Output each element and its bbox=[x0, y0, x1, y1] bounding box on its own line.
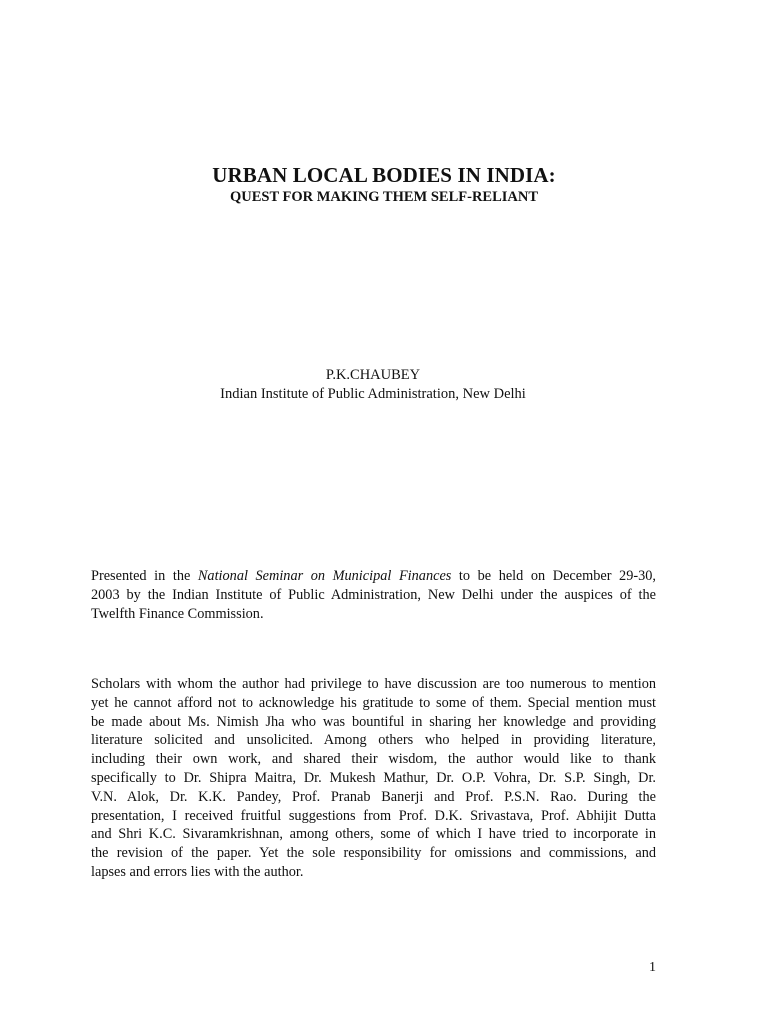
presentation-note-line: Twelfth Finance Commission. bbox=[91, 605, 264, 622]
acknowledgement-line: and Shri K.C. Sivaramkrishnan, among others, some of which I have tried to incorporate in bbox=[91, 826, 656, 843]
page-number: 1 bbox=[649, 960, 656, 975]
author-affiliation: Indian Institute of Public Administration, New Delhi bbox=[220, 386, 526, 402]
acknowledgement-line: literature solicited and unsolicited. Among others who helped in providing literature, bbox=[91, 732, 656, 749]
acknowledgement-line: specifically to Dr. Shipra Maitra, Dr. Mukesh Mathur, Dr. O.P. Vohra, Dr. S.P. Singh, Dr. bbox=[91, 769, 656, 786]
acknowledgement-line: Scholars with whom the author had privilege to have discussion are too numerous to mention bbox=[91, 676, 656, 692]
presentation-note-line: 2003 by the Indian Institute of Public Administration, New Delhi under the auspices of the bbox=[91, 586, 656, 603]
acknowledgement-line: lapses and errors lies with the author. bbox=[91, 863, 304, 880]
acknowledgement-line: presentation, I received fruitful suggestions from Prof. D.K. Srivastava, Prof. Abhijit Dutta bbox=[91, 807, 656, 824]
acknowledgement-line: the revision of the paper. Yet the sole responsibility for omissions and commissions, and bbox=[91, 845, 656, 862]
acknowledgement-line: yet he cannot afford not to acknowledge his gratitude to some of them. Special mention must bbox=[91, 694, 656, 711]
presentation-note bbox=[91, 567, 656, 623]
document-title: URBAN LOCAL BODIES IN INDIA: bbox=[212, 163, 556, 187]
author-name: P.K.CHAUBEY bbox=[325, 367, 421, 383]
acknowledgement-paragraph bbox=[91, 675, 656, 882]
acknowledgement-line: be made about Ms. Nimish Jha who was bountiful in sharing her knowledge and providing bbox=[91, 713, 656, 730]
presentation-note-prefix: Presented in the bbox=[91, 568, 198, 584]
acknowledgement-line: V.N. Alok, Dr. K.K. Pandey, Prof. Pranab Banerji and Prof. P.S.N. Rao. During the bbox=[91, 788, 656, 805]
presentation-note-line bbox=[91, 567, 656, 586]
acknowledgement-line: including their own work, and shared their wisdom, the author would like to thank bbox=[91, 751, 656, 768]
document-subtitle: QUEST FOR MAKING THEM SELF-RELIANT bbox=[229, 189, 539, 205]
presentation-note-date: to be held on December 29-30, bbox=[451, 568, 656, 584]
seminar-name: National Seminar on Municipal Finances bbox=[197, 568, 452, 584]
